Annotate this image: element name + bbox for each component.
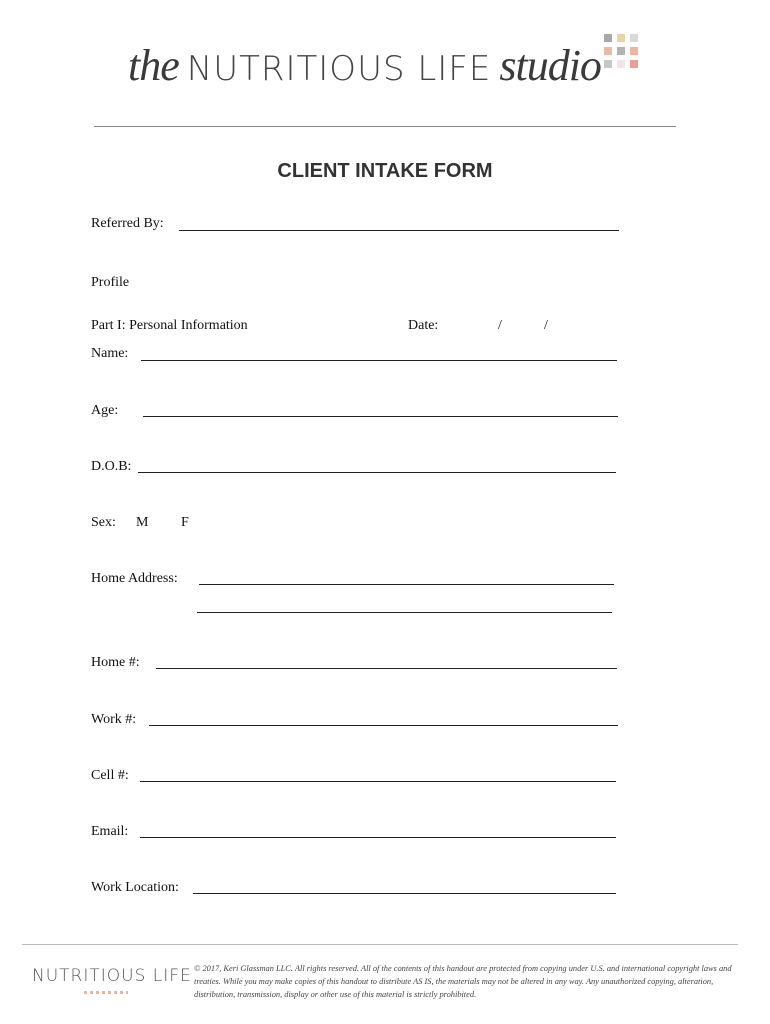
date-label: Date: [408,318,439,333]
age-label: Age: [91,403,119,418]
sex-option-m[interactable]: M [136,515,149,530]
sex-label: Sex: [91,515,116,530]
referred-by-field[interactable] [179,230,619,231]
profile-heading: Profile [91,275,130,290]
email-label: Email: [91,824,129,839]
home-address-label: Home Address: [91,571,178,586]
logo-the: the [128,41,179,90]
footer-logo-dots [84,991,128,994]
logo-square [604,34,612,42]
logo-square [617,60,625,68]
logo-square [630,34,638,42]
home-address-field-2[interactable] [197,612,612,613]
footer-divider [22,944,738,945]
dob-field[interactable] [138,472,616,473]
logo-squares-icon [604,34,644,74]
form-title: CLIENT INTAKE FORM [277,160,493,182]
logo-square [604,60,612,68]
date-separator-2: / [544,318,548,333]
work-phone-field[interactable] [149,725,618,726]
logo-square [604,47,612,55]
dob-label: D.O.B: [91,459,132,474]
home-phone-field[interactable] [156,668,617,669]
brand-logo [128,40,601,90]
logo-nutritious-life: NUTRITIOUS LIFE [186,49,492,89]
logo-square [630,47,638,55]
header-divider [94,126,676,127]
home-phone-label: Home #: [91,655,140,670]
part1-heading: Part I: Personal Information [91,318,248,333]
sex-option-f[interactable]: F [181,515,189,530]
copyright-notice: © 2017, Keri Glassman LLC. All rights reserved. All of the contents of this handout are protected from copying under U.S. and international copyright laws and treaties. While you may make copies of this handout to distribute AS IS, the materials may not be altered in any way. Any unauthorized copying, alteration, distribution, transmission, display or other use of this material is strictly prohibited. [194,964,732,999]
work-location-label: Work Location: [91,880,179,895]
logo-square [617,47,625,55]
email-field[interactable] [140,837,616,838]
referred-by-label: Referred By: [91,216,164,231]
logo-studio: studio [499,41,601,90]
home-address-field-1[interactable] [199,584,614,585]
logo-square [630,60,638,68]
footer-logo: NUTRITIOUS LIFE [32,966,192,986]
logo-square [617,34,625,42]
name-label: Name: [91,346,129,361]
date-separator-1: / [498,318,502,333]
work-phone-label: Work #: [91,712,137,727]
age-field[interactable] [143,416,618,417]
work-location-field[interactable] [193,893,616,894]
name-field[interactable] [141,360,617,361]
cell-phone-field[interactable] [140,781,616,782]
cell-phone-label: Cell #: [91,768,129,783]
